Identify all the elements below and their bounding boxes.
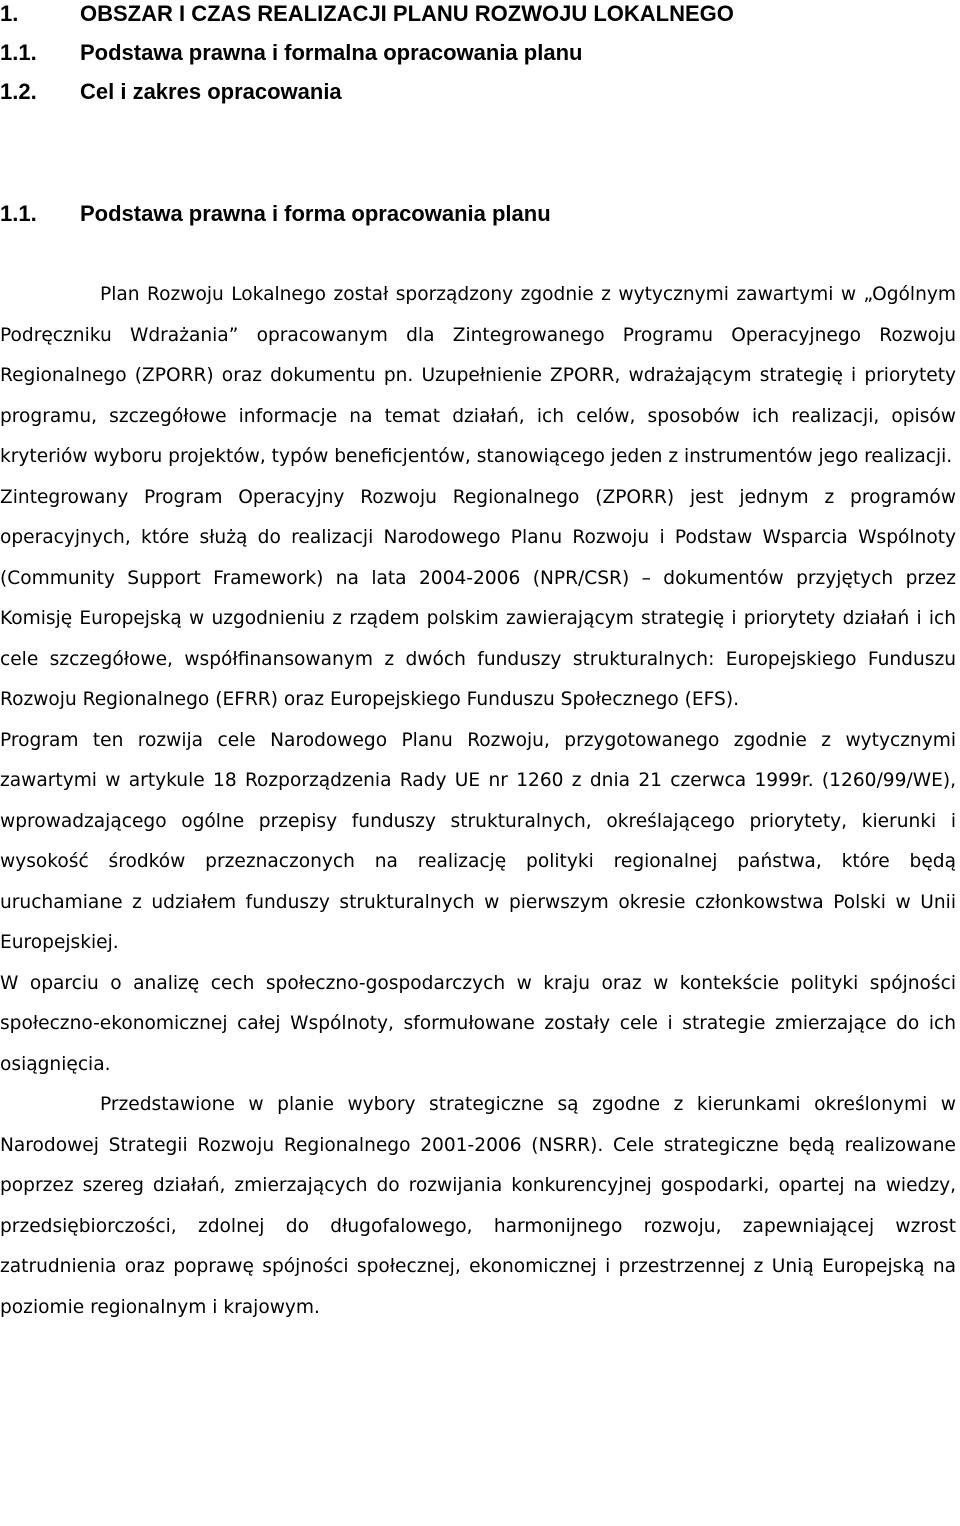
section-title: Podstawa prawna i forma opracowania planu — [80, 201, 551, 226]
toc-entry-number: 1.1. — [0, 40, 37, 65]
section-heading — [0, 201, 551, 227]
paragraph-3: Program ten rozwija cele Narodowego Planu Rozwoju, przygotowanego zgodnie z wytycznymi zawartymi w artykule 18 Rozporządzenia Rady UE nr 1260 z dnia 21 czerwca 1999r. (1260/99/WE), wprowadzającego ogólne przepisy funduszy strukturalnych, określającego priorytety, kierunki i wysokość środków przeznaczonych na realizację polityki regionalnej państwa, które będą uruchamiane z udziałem funduszy strukturalnych w pierwszym okresie członkowstwa Polski w Unii Europejskiej. — [0, 729, 956, 953]
paragraph-2: Zintegrowany Program Operacyjny Rozwoju Regionalnego (ZPORR) jest jednym z programów operacyjnych, które służą do realizacji Narodowego Planu Rozwoju i Podstaw Wsparcia Wspólnoty (Community Support Framework) na lata 2004-2006 (NPR/CSR) – dokumentów przyjętych przez Komisję Europejską w uzgodnieniu z rządem polskim zawierającym strategię i priorytety działań i ich cele szczegółowe, współfinansowanym z dwóch funduszy strukturalnych: Europejskiego Funduszu Rozwoju Regionalnego (EFRR) oraz Europejskiego Funduszu Społecznego (EFS). — [0, 486, 956, 710]
toc-entry-1-2 — [0, 79, 342, 105]
toc-entry-title: Podstawa prawna i formalna opracowania planu — [80, 40, 583, 65]
toc-entry-number: 1. — [0, 1, 19, 26]
toc-entry-1 — [0, 1, 734, 27]
paragraph-5: Przedstawione w planie wybory strategiczne są zgodne z kierunkami określonymi w Narodowej Strategii Rozwoju Regionalnego 2001-2006 (NSRR). Cele strategiczne będą realizowane poprzez szereg działań, zmierzających do rozwijania konkurencyjnej gospodarki, opartej na wiedzy, przedsiębiorczości, zdolnej do długofalowego, harmonijnego rozwoju, zapewniającej wzrost zatrudnienia oraz poprawę spójności społecznej, ekonomicznej i przestrzennej z Unią Europejską na poziomie regionalnym i krajowym. — [0, 1094, 956, 1318]
toc-entry-number: 1.2. — [0, 79, 37, 104]
toc-entry-title: Cel i zakres opracowania — [80, 79, 342, 104]
body-text — [0, 275, 956, 1328]
section-number: 1.1. — [0, 201, 37, 226]
paragraph-1: Plan Rozwoju Lokalnego został sporządzony zgodnie z wytycznymi zawartymi w „Ogólnym Podręczniku Wdrażania” opracowanym dla Zintegrowanego Programu Operacyjnego Rozwoju Regionalnego (ZPORR) oraz dokumentu pn. Uzupełnienie ZPORR, wdrażającym strategię i priorytety programu, szczegółowe informacje na temat działań, ich celów, sposobów ich realizacji, opisów kryteriów wyboru projektów, typów beneficjentów, stanowiącego jeden z instrumentów jego realizacji. — [0, 284, 956, 467]
paragraph-4: W oparciu o analizę cech społeczno-gospodarczych w kraju oraz w kontekście polityki spójności społeczno-ekonomicznej całej Wspólnoty, sformułowane zostały cele i strategie zmierzające do ich osiągnięcia. — [0, 972, 956, 1075]
toc-entry-title: OBSZAR I CZAS REALIZACJI PLANU ROZWOJU LOKALNEGO — [80, 1, 734, 26]
toc-entry-1-1 — [0, 40, 582, 66]
